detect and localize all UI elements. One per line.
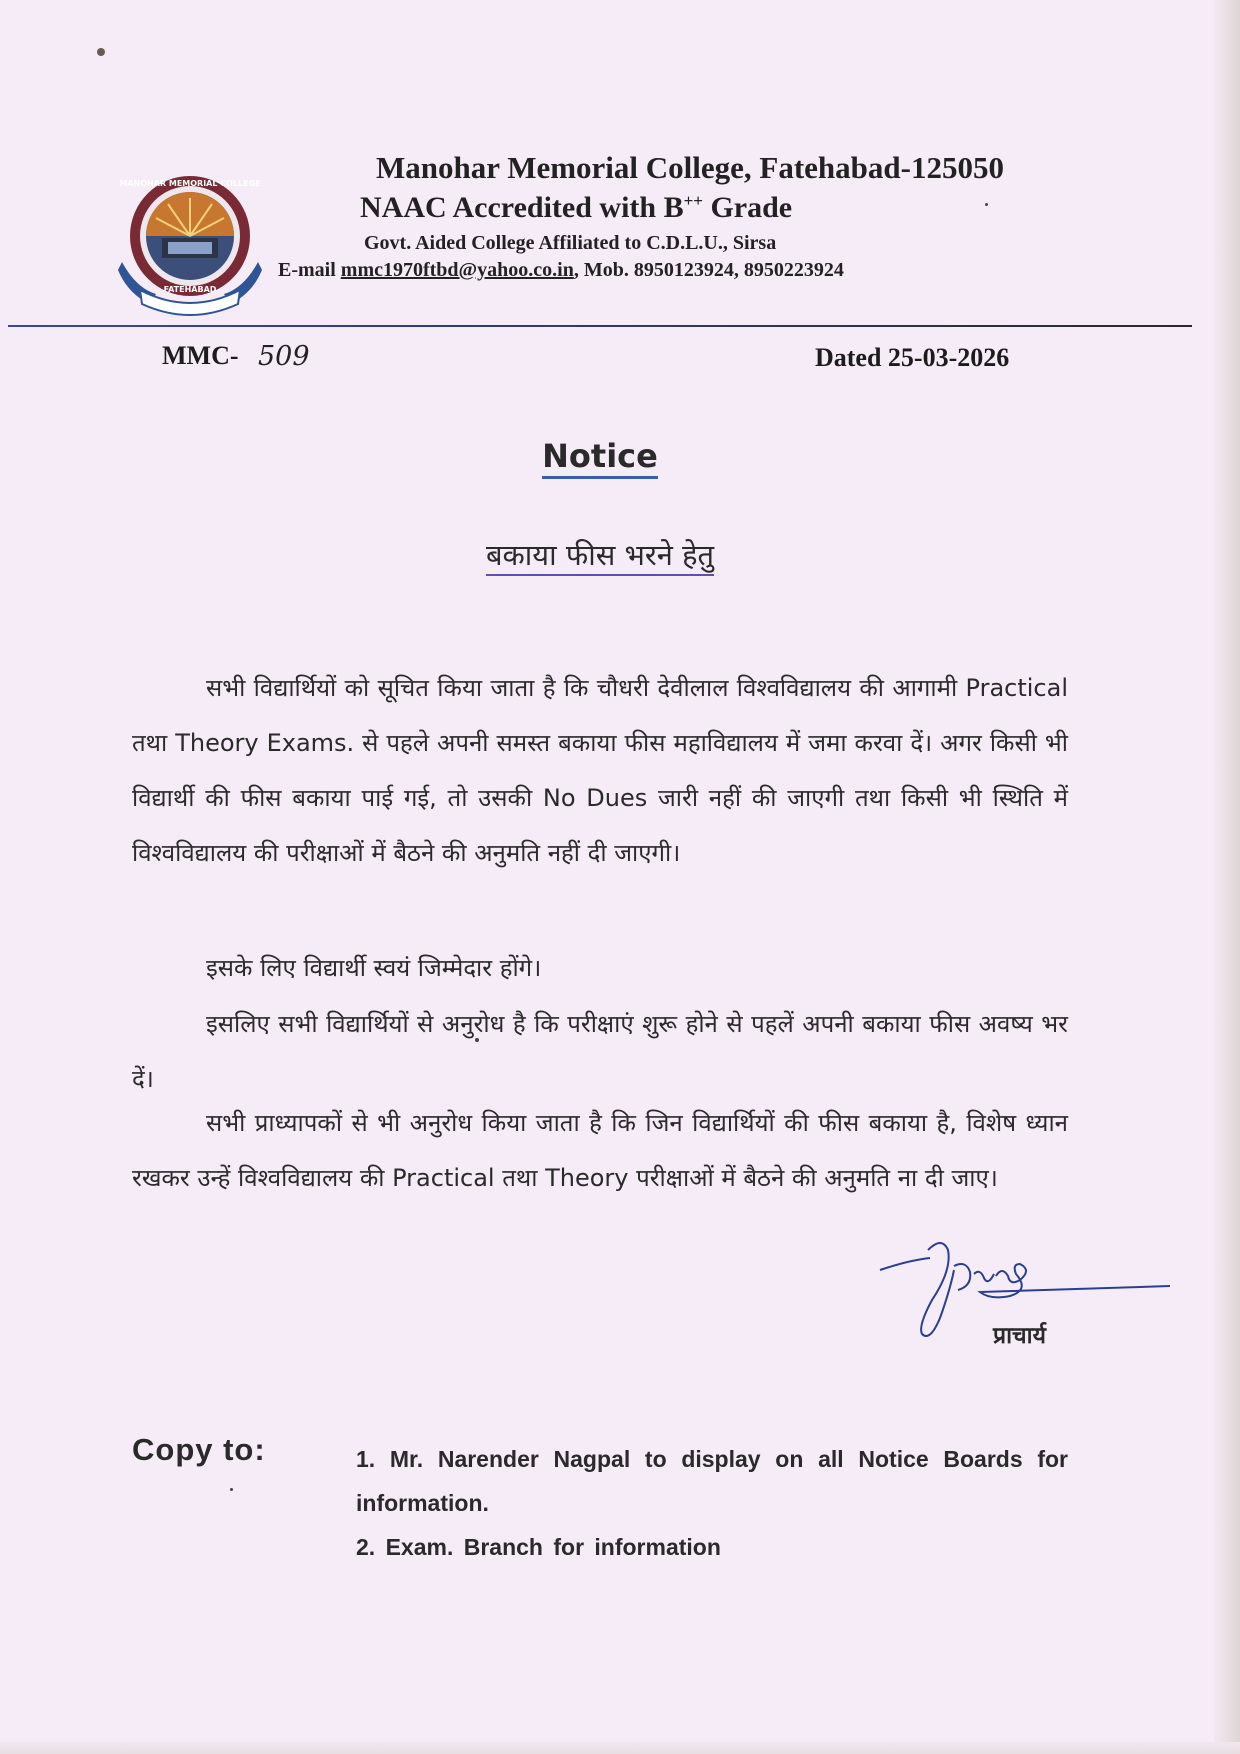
contact-line: [278, 259, 844, 282]
notice-title-text: Notice: [542, 437, 658, 479]
reference-prefix: MMC-: [162, 341, 239, 370]
naac-accreditation: [360, 191, 792, 225]
logo-text-top: MANOHAR MEMORIAL COLLEGE: [119, 179, 261, 188]
college-logo: [116, 166, 264, 316]
paper-speck: [97, 48, 105, 56]
paper-speck: [985, 203, 988, 206]
notice-date: Dated 25-03-2026: [815, 343, 1010, 372]
email-link[interactable]: mmc1970ftbd@yahoo.co.in: [340, 259, 574, 281]
page-edge-shadow: [1214, 0, 1240, 1754]
paper-speck: [475, 1038, 479, 1042]
logo-text-bottom: FATEHABAD: [163, 285, 217, 294]
body-paragraph-2: इसके लिए विद्यार्थी स्वयं जिम्मेदार होंगे।: [206, 954, 542, 982]
email-label: E-mail: [278, 259, 341, 281]
copy-to-label: Copy to:: [132, 1432, 266, 1467]
copy-to-item: 1. Mr. Narender Nagpal to display on all Notice Boards for information.: [356, 1446, 1068, 1516]
mobile-numbers: , Mob. 8950123924, 8950223924: [573, 259, 844, 281]
paper-speck: [230, 1488, 233, 1491]
notice-subject-text: बकाया फीस भरने हेतु: [486, 538, 714, 576]
page-bottom-edge: [0, 1742, 1240, 1754]
college-name: Manohar Memorial College, Fatehabad-125050: [376, 150, 1004, 185]
body-paragraph-3: इसलिए सभी विद्यार्थियों से अनुरोध है कि परीक्षाएं शुरू होने से पहलें अपनी बकाया फीस अवष्य भर दें।: [132, 1010, 1068, 1093]
notice-title: [0, 437, 1200, 475]
copy-to-item: 2. Exam. Branch for information: [356, 1534, 721, 1560]
body-paragraph-1: सभी विद्यार्थियों को सूचित किया जाता है कि चौधरी देवीलाल विश्वविद्यालय की आगामी Practical तथा Theory Exams. से पहले अपनी समस्त बकाया फीस महाविद्यालय में जमा करवा दें। अगर किसी भी विद्यार्थी की फीस बकाया पाई गई, तो उसकी No Dues जारी नहीं की जाएगी तथा किसी भी स्थिति में विश्वविद्यालय की परीक्षाओं में बैठने की अनुमति नहीं दी जाएगी।: [132, 674, 1068, 867]
header-divider: [8, 325, 1192, 327]
principal-designation: प्राचार्य: [993, 1323, 1046, 1349]
naac-grade-sup: ++: [683, 191, 703, 210]
body-paragraph-4: सभी प्राध्यापकों से भी अनुरोध किया जाता है कि जिन विद्यार्थियों की फीस बकाया है, विशेष ध्यान रखकर उन्हें विश्वविद्यालय की Practical तथा Theory परीक्षाओं में बैठने की अनुमति ना दी जाए।: [132, 1109, 1068, 1192]
reference-number: 509: [258, 341, 310, 372]
naac-suffix: Grade: [702, 191, 793, 224]
affiliation-line: Govt. Aided College Affiliated to C.D.L.U., Sirsa: [364, 232, 777, 254]
copy-to-list: [356, 1437, 1068, 1569]
notice-subject: [0, 535, 1200, 574]
naac-prefix: NAAC Accredited with B: [360, 191, 684, 224]
